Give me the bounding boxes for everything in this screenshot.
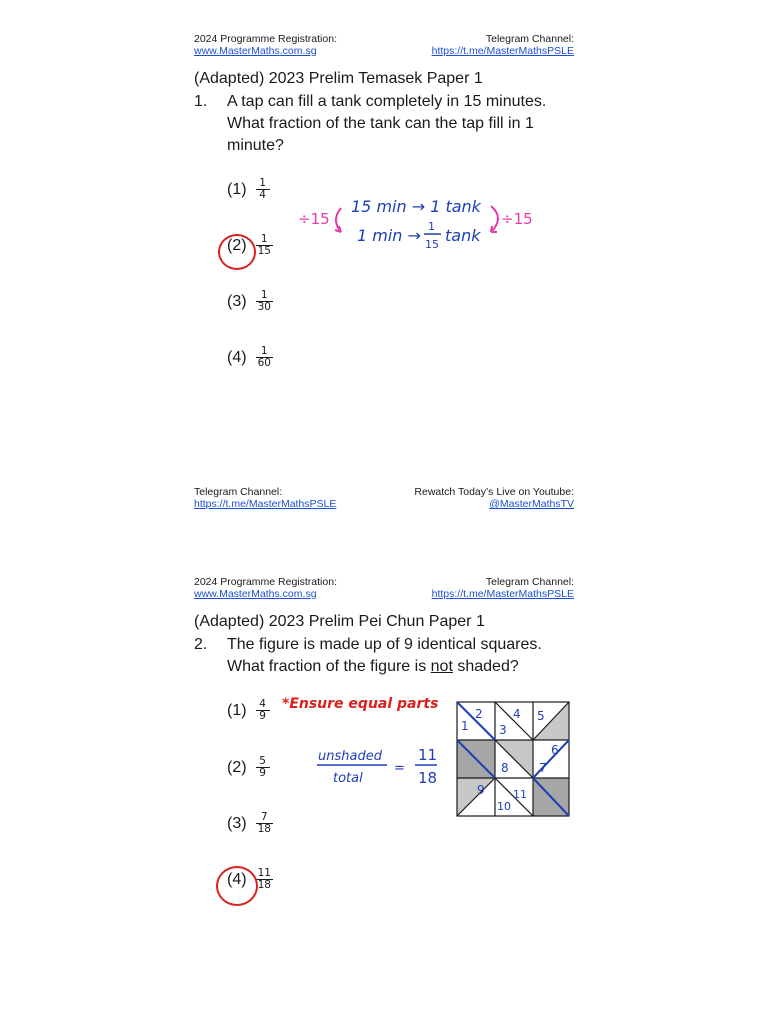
shaded-grid-figure (455, 700, 575, 820)
question-line: A tap can fill a tank completely in 15 minutes. (227, 93, 547, 110)
equal-parts-note: *Ensure equal parts (282, 696, 439, 712)
option-label: (2) (227, 236, 247, 254)
option-4[interactable] (227, 346, 272, 369)
part-number: 7 (539, 761, 547, 775)
handwritten-answer (315, 742, 445, 792)
working-line-2-unit: tank (445, 226, 481, 245)
registration-label: 2024 Programme Registration: (194, 576, 337, 588)
option-1[interactable] (227, 178, 269, 201)
option-fraction: $\frac{1}{4}$ (257, 178, 269, 201)
question-number: 2. (194, 636, 208, 653)
youtube-link[interactable]: @MasterMathsTV (489, 498, 574, 510)
option-label: (4) (227, 348, 247, 366)
part-number: 6 (551, 743, 559, 757)
telegram-label: Telegram Channel: (485, 576, 574, 588)
option-fraction: $\frac{7}{18}$ (257, 811, 271, 835)
question-line: What fraction of the figure is not shaded? (227, 658, 519, 675)
working-line-1: 15 min → 1 tank (351, 197, 481, 216)
header-left (194, 33, 337, 57)
option-fraction: $\frac{1}{15}$ (257, 233, 271, 257)
question-line: What fraction of the tank can the tap fill in 1 (227, 115, 534, 132)
option-3[interactable] (227, 290, 272, 313)
option-2[interactable] (227, 756, 269, 779)
question-source-title: (Adapted) 2023 Prelim Pei Chun Paper 1 (194, 613, 485, 630)
option-label: (2) (227, 758, 247, 776)
option-fraction: $\frac{11}{18}$ (257, 867, 271, 891)
part-number: 11 (513, 788, 527, 801)
option-1[interactable] (227, 699, 269, 722)
option-label: (3) (227, 814, 247, 832)
fraction-bottom-word: total (333, 771, 363, 786)
telegram-link[interactable]: https://t.me/MasterMathsPSLE (431, 45, 574, 57)
registration-link[interactable]: www.MasterMaths.com.sg (194, 588, 317, 600)
answer-circle (216, 866, 258, 906)
question-line: minute? (227, 137, 284, 154)
option-label: (3) (227, 292, 247, 310)
working-line-2: 1 min → (357, 226, 421, 245)
option-fraction: $\frac{4}{9}$ (257, 699, 269, 722)
part-number: 4 (513, 707, 521, 721)
part-number: 10 (497, 800, 511, 813)
question-number: 1. (194, 93, 208, 110)
working-frac-num: 1 (428, 220, 435, 233)
part-number: 1 (461, 719, 469, 733)
arrow-curve-left (335, 208, 341, 232)
question-text (227, 634, 587, 678)
handwritten-working (295, 188, 545, 258)
part-number: 2 (475, 707, 483, 721)
working-frac-den: 15 (425, 238, 439, 251)
answer-circle (218, 234, 256, 270)
telegram-label: Telegram Channel: (485, 33, 574, 45)
telegram-link[interactable]: https://t.me/MasterMathsPSLE (431, 588, 574, 600)
telegram-link[interactable]: https://t.me/MasterMathsPSLE (194, 498, 337, 510)
question-line: The figure is made up of 9 identical squares. (227, 636, 542, 653)
option-3[interactable] (227, 812, 272, 835)
registration-label: 2024 Programme Registration: (194, 33, 337, 45)
option-label: (1) (227, 701, 247, 719)
underlined-word: not (430, 658, 453, 675)
registration-link[interactable]: www.MasterMaths.com.sg (194, 45, 317, 57)
option-fraction: $\frac{1}{60}$ (257, 345, 271, 369)
fraction-top-word: unshaded (318, 749, 382, 764)
option-label: (1) (227, 180, 247, 198)
footer-right (414, 486, 574, 510)
option-fraction: $\frac{5}{9}$ (257, 756, 269, 779)
equals-sign: = (394, 761, 405, 776)
question-text (227, 91, 587, 157)
header-right (432, 576, 574, 600)
divide-right-note: ÷15 (501, 210, 533, 228)
youtube-label: Rewatch Today’s Live on Youtube: (414, 486, 574, 498)
option-label: (4) (227, 870, 247, 888)
part-number: 3 (499, 723, 507, 737)
part-number: 8 (501, 761, 509, 775)
divide-left-note: ÷15 (298, 210, 330, 228)
answer-denominator: 18 (418, 769, 438, 787)
header-right (432, 33, 574, 57)
question-source-title: (Adapted) 2023 Prelim Temasek Paper 1 (194, 70, 483, 87)
header-left (194, 576, 337, 600)
answer-numerator: 11 (418, 746, 438, 764)
arrow-curve-right (491, 206, 498, 232)
telegram-label: Telegram Channel: (194, 486, 283, 498)
option-fraction: $\frac{1}{30}$ (257, 289, 271, 313)
footer-left (194, 486, 336, 510)
part-number: 5 (537, 709, 545, 723)
part-number: 9 (477, 783, 485, 797)
handwritten-note (280, 688, 450, 718)
